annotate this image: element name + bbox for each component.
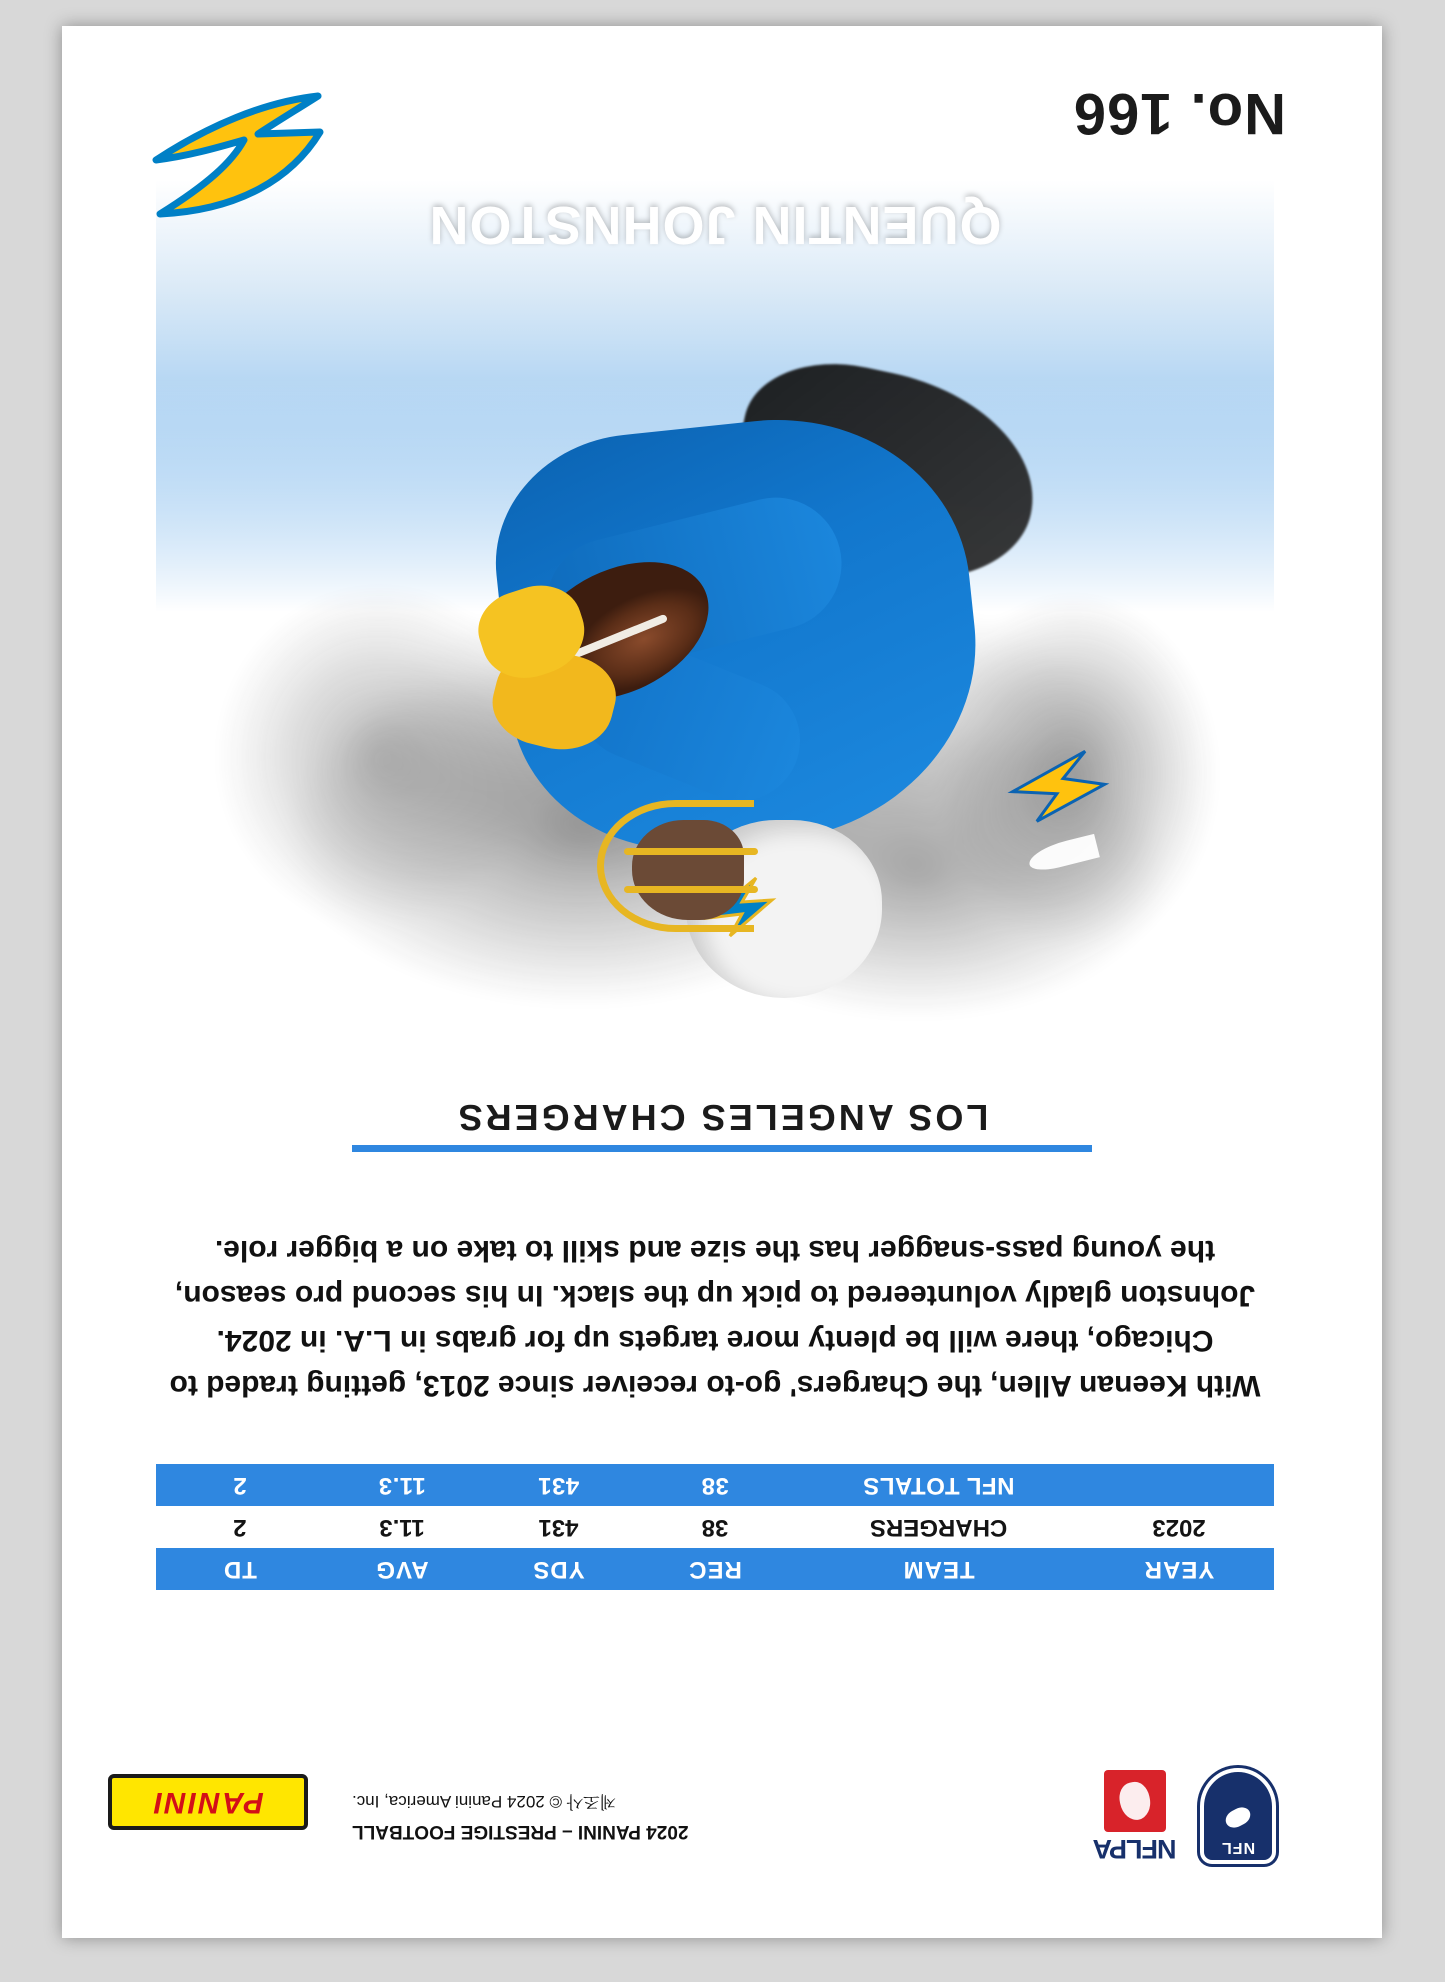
player-facemask bbox=[597, 800, 754, 932]
card-number: No. 166 bbox=[1072, 81, 1286, 146]
col-rec: REC bbox=[637, 1548, 794, 1590]
player-photo bbox=[156, 180, 1274, 1080]
team-name: LOS ANGELES CHARGERS bbox=[455, 1097, 989, 1138]
trading-card bbox=[62, 26, 1382, 1938]
col-yds: YDS bbox=[480, 1548, 637, 1590]
nflpa-label: NFLPA bbox=[1093, 1834, 1177, 1864]
cell-total-rec: 38 bbox=[637, 1464, 794, 1506]
cell-team: CHARGERS bbox=[793, 1506, 1084, 1548]
card-content-upside-down bbox=[62, 26, 1382, 1938]
cell-total-year bbox=[1084, 1464, 1274, 1506]
panini-label: PANINI bbox=[152, 1786, 264, 1819]
cell-yds: 431 bbox=[480, 1506, 637, 1548]
cell-total-avg: 11.3 bbox=[324, 1464, 481, 1506]
nfl-shield-icon bbox=[1194, 1760, 1282, 1868]
cell-total-td: 2 bbox=[156, 1464, 324, 1506]
divider bbox=[352, 1145, 1092, 1152]
nflpa-logo-icon bbox=[1093, 1770, 1177, 1862]
col-avg: AVG bbox=[324, 1548, 481, 1590]
cell-total-yds: 431 bbox=[480, 1464, 637, 1506]
cell-avg: 11.3 bbox=[324, 1506, 481, 1548]
copyright-text bbox=[352, 1786, 1052, 1846]
cell-rec: 38 bbox=[637, 1506, 794, 1548]
nike-swoosh-icon bbox=[1026, 834, 1100, 874]
player-figure bbox=[156, 180, 1274, 1080]
copyright-line-2: 제조사 © 2024 Panini America, Inc. bbox=[352, 1792, 617, 1811]
cell-td: 2 bbox=[156, 1506, 324, 1548]
player-name: QUENTIN JOHNSTON bbox=[428, 195, 1002, 255]
stats-header-row bbox=[156, 1548, 1274, 1590]
col-team: TEAM bbox=[793, 1548, 1084, 1590]
copyright-line-1: 2024 PANINI – PRESTIGE FOOTBALL bbox=[352, 1821, 689, 1842]
cell-year: 2023 bbox=[1084, 1506, 1274, 1548]
panini-logo bbox=[108, 1774, 308, 1830]
nfl-label: NFL bbox=[1220, 1839, 1256, 1856]
chargers-bolt-icon bbox=[148, 92, 328, 218]
player-bio-text: With Keenan Allen, the Chargers' go-to receiver since 2013, getting traded to Chicago, there will be plenty more targets up for grabs in L.A. in 2024. Johnston gladly volunteered to pick up the slack. In his second pro season, the young pass-snagger has the size and skill to take on a bigger role. bbox=[169, 1234, 1261, 1402]
card-header bbox=[62, 1728, 1382, 1938]
col-year: YEAR bbox=[1084, 1548, 1274, 1590]
col-td: TD bbox=[156, 1548, 324, 1590]
stats-table bbox=[156, 1464, 1274, 1590]
jersey-bolt-icon bbox=[999, 737, 1120, 835]
table-row-totals bbox=[156, 1464, 1274, 1506]
table-row bbox=[156, 1506, 1274, 1548]
cell-total-label: NFL TOTALS bbox=[793, 1464, 1084, 1506]
